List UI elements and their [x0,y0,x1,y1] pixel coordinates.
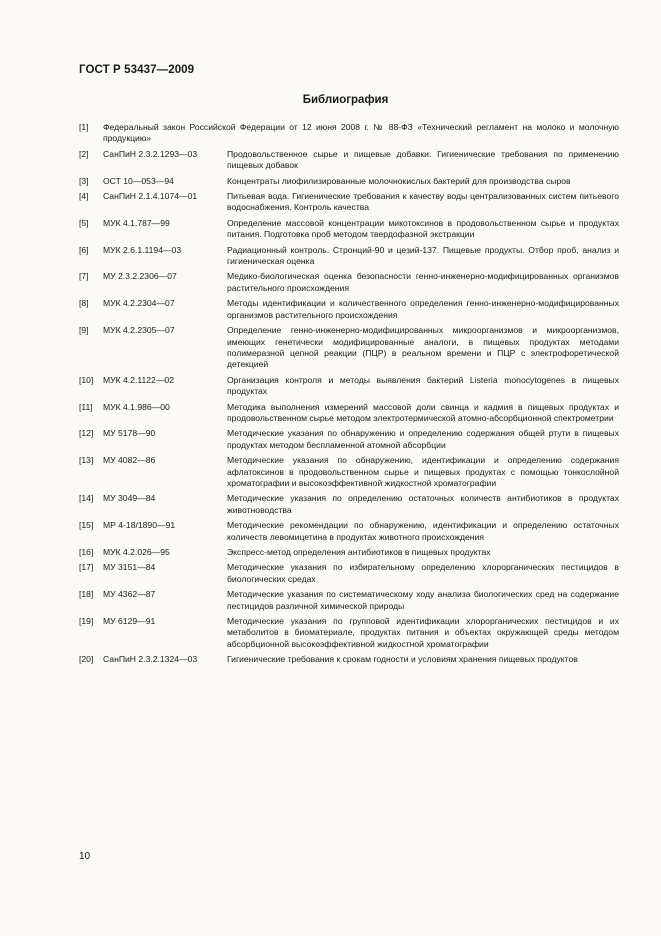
entry-number: [16] [79,547,94,557]
entry-number: [8] [79,298,89,309]
entry-code: МУ 3151—84 [103,562,156,573]
entry-code: МУ 4082—86 [103,455,156,466]
bibliography-entry [79,616,619,650]
bibliography-entry [79,428,619,451]
entry-number: [17] [79,562,94,573]
bibliography-entry [79,493,619,516]
entry-number: [3] [79,175,89,186]
entry-code: МР 4-18/1890—91 [103,520,176,531]
entry-number: [15] [79,520,94,531]
entry-code: МУК 4.2.2304—07 [103,298,175,309]
bibliography-entry [79,298,619,321]
entry-text: Федеральный закон Российской Федерации от 12 июня 2008 г. № 88-ФЗ «Технический регламент на молоко и молочную продукцию» [103,122,619,144]
entry-number: [20] [79,654,94,665]
entry-text: Методические указания по обнаружению и определению содержания общей ртути в пищевых продуктах методом беспламенной атомной абсорбции [227,428,619,450]
bibliography-entry [79,271,619,294]
entry-text: Концентраты лиофилизированные молочнокислых бактерий для производства сыров [227,175,571,186]
entry-number: [18] [79,589,94,600]
entry-code: МУ 5178—90 [103,428,156,439]
entry-text: Медико-биологическая оценка безопасности генно-инженерно-модифицированных организмов растительного происхождения [227,271,619,293]
entry-text: Методические указания по определению остаточных количеств антибиотиков в продуктах животноводства [227,493,619,515]
entry-code: МУК 4.2.1122—02 [103,374,174,385]
entry-text: Гигиенические требования к срокам годности и условиям хранения пищевых продуктов [227,654,578,665]
bibliography-entry [79,149,619,172]
bibliography-entry [79,218,619,241]
entry-number: [10] [79,374,94,385]
entry-code: МУК 4.2.026—95 [103,547,170,557]
bibliography-entry [79,520,619,543]
entry-number: [14] [79,493,94,504]
entry-text: Питьевая вода. Гигиенические требования к качеству воды централизованных систем питьевого водоснабжения. Контроль качества [227,191,619,213]
entry-code: СанПиН 2.3.2.1293—03 [103,148,198,159]
entry-text: Методические указания по избирательному определению хлорорганических пестицидов в биологических средах [227,562,619,584]
entry-code: СанПиН 2.3.2.1324—03 [103,654,198,665]
bibliography-entry [79,547,619,558]
entry-code: МУК 4.1.787—99 [103,217,170,228]
entry-code: МУ 6129—91 [103,616,156,627]
bibliography-entry [79,191,619,214]
entry-code: МУК 4.2.2305—07 [103,325,175,336]
entry-text: Экспресс-метод определения антибиотиков в пищевых продуктах [227,547,491,557]
entry-text: Методика выполнения измерений массовой доли свинца и кадмия в пищевых продуктах и продовольственном сырье методом электротермической атомно-абсорбционной спектрометрии [227,401,619,423]
bibliography-entry [79,562,619,585]
entry-number: [19] [79,616,94,627]
bibliography-entry [79,375,619,398]
entry-number: [11] [79,401,93,412]
entry-code: СанПиН 2.1.4.1074—01 [103,191,198,202]
entry-number: [12] [79,428,94,439]
entry-text: Продовольственное сырье и пищевые добавки. Гигиенические требования по применению пищевых добавок [227,148,619,171]
bibliography-entry [79,325,619,371]
entry-number: [2] [79,148,89,159]
entry-number: [1] [79,122,89,132]
bibliography-list [79,122,619,670]
entry-number: [4] [79,191,89,202]
entry-text: Определение генно-инженерно-модифицированных микроорганизмов и микроорганизмов, имеющих генетически модифицированные аналоги, в пищевых продуктах методами полимеразной цепной реакции (ПЦР) в реальном времени и ПЦР с электрофоретической детекцией [227,325,619,370]
entry-text: Методы идентификации и количественного определения генно-инженерно-модифицированных организмов растительного происхождения [227,298,619,320]
entry-text: Методические указания по систематическому ходу анализа биологических сред на содержание пестицидов различной химической природы [227,589,619,611]
entry-code: МУК 2.6.1.1194—03 [103,244,182,255]
bibliography-entry [79,455,619,489]
section-title: Библиография [302,94,389,106]
entry-number: [13] [79,455,94,466]
bibliography-entry [79,122,619,145]
entry-code: МУ 2.3.2.2306—07 [103,271,177,282]
document-code: ГОСТ Р 53437—2009 [79,64,195,76]
entry-text: Радиационный контроль. Стронций-90 и цезий-137. Пищевые продукты. Отбор проб, анализ и гигиеническая оценка [227,244,619,267]
entry-text: Методические указания по обнаружению, идентификации и определению содержания афлатоксинов в продовольственном сырье и пищевых продуктах с помощью тонкослойной хроматографии и высокоэффективной жидкостной хроматографии [227,455,619,488]
entry-text: Организация контроля и методы выявления бактерий Listeria monocytogenes в пищевых продуктах [227,374,619,397]
entry-text: Методические рекомендации по обнаружению, идентификации и определению остаточных количеств левомицетина в продуктах животного происхождения [227,520,619,542]
entry-code: МУ 3049—84 [103,493,156,504]
entry-number: [7] [79,271,89,282]
entry-number: [6] [79,244,89,255]
bibliography-entry [79,245,619,268]
entry-code: МУК 4.1.986—00 [103,401,170,412]
page-number: 10 [79,851,91,862]
entry-code: ОСТ 10—053—94 [103,175,174,186]
bibliography-entry [79,176,619,187]
bibliography-entry [79,654,619,665]
entry-text: Методические указания по групповой идентификации хлорорганических пестицидов и их метаболитов в биоматериале, продуктах питания и объектах окружающей среды методом абсорбционной высокоэффективной жидкостной хроматографии [227,616,619,649]
entry-number: [5] [79,217,89,228]
entry-text: Определение массовой концентрации микотоксинов в продовольственном сырье и продуктах питания. Подготовка проб методом твердофазной экстракции [227,217,619,240]
bibliography-entry [79,402,619,425]
bibliography-entry [79,589,619,612]
entry-number: [9] [79,325,89,336]
entry-code: МУ 4362—87 [103,589,156,600]
